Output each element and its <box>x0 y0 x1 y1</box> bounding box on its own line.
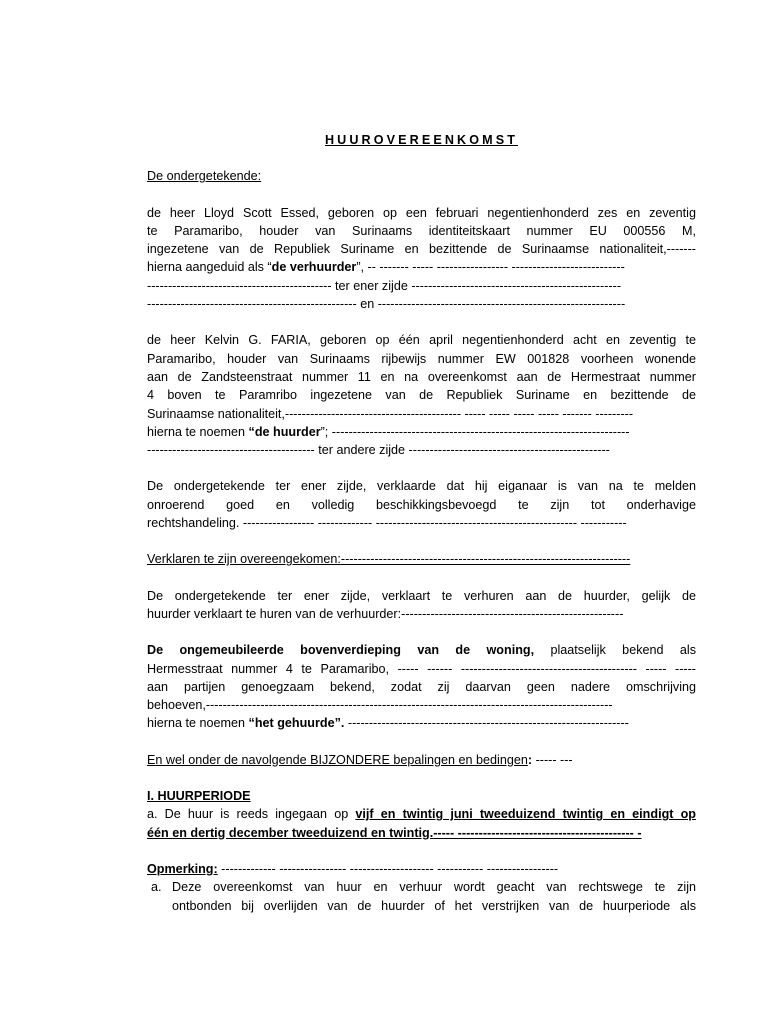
party-tenant-line: 4 boven te Paramribo ingezetene van de Republiek Suriname en bezittende de <box>147 388 696 403</box>
owner-declaration-line: rechtshandeling. ----------------- ------------- ------------------------------------------------ ----------- <box>147 516 627 531</box>
party-tenant-line: ---------------------------------------- ter andere zijde ------------------------------------------------ <box>147 443 610 458</box>
owner-declaration-line: onroerend goed en volledig beschikkingsbevoegd te zijn tot onderhavige <box>147 497 696 512</box>
property-description <box>147 641 696 732</box>
section-rental-period <box>147 787 696 842</box>
party-tenant-line: hierna te noemen “de huurder”; ----------------------------------------------------------------------- <box>147 424 630 439</box>
party-landlord-line: de heer Lloyd Scott Essed, geboren op een februari negentienhonderd zes en zeventig <box>147 205 696 220</box>
party-tenant <box>147 331 696 459</box>
party-tenant-line: de heer Kelvin G. FARIA, geboren op één april negentienhonderd acht en zeventig te <box>147 333 696 348</box>
rent-clause <box>147 587 696 624</box>
rented-term: “het gehuurde”. <box>248 716 345 731</box>
list-item <box>147 878 696 915</box>
conditions-heading <box>147 751 696 769</box>
property-line: aan partijen genoegzaam bekend, zodat zij daarvan geen nadere omschrijving <box>147 679 696 694</box>
party-landlord-line: -------------------------------------------- ter ener zijde -------------------------------------------------- <box>147 278 622 293</box>
list-item-line: Deze overeenkomst van huur en verhuur wordt geacht van rechtswege te zijn <box>172 880 696 895</box>
property-term: De ongemeubileerde bovenverdieping van de woning, <box>147 643 535 658</box>
landlord-term: de verhuurder <box>271 260 357 275</box>
party-tenant-line: Surinaamse nationaliteit,------------------------------------------ ----- ----- ----- ----- ------- --------- <box>147 406 634 421</box>
conditions-heading-line: En wel onder de navolgende BIJZONDERE bepalingen en bedingen: ----- --- <box>147 752 573 767</box>
document-body <box>147 131 696 915</box>
remark-heading-line: Opmerking: ------------- ---------------- -------------------- ----------- ----------------- <box>147 861 559 876</box>
rental-period-line: a. De huur is reeds ingegaan op vijf en twintig juni tweeduizend twintig en eindigt op <box>147 807 696 822</box>
agreed-heading-line: Verklaren te zijn overeengekomen:--------------------------------------------------------------------- <box>147 552 631 567</box>
party-landlord-line: -------------------------------------------------- en ----------------------------------------------------------- <box>147 297 626 312</box>
party-tenant-line: aan de Zandsteenstraat nummer 11 en na overeenkomst aan de Hermestraat nummer <box>147 369 696 384</box>
rental-period-dates: vijf en twintig juni tweeduizend twintig en eindigt op <box>355 807 696 822</box>
list-item-line: ontbonden bij overlijden van de huurder of het verstrijken van de huurperiode als <box>172 898 696 913</box>
undersigned-heading-text: De ondergetekende: <box>147 169 262 184</box>
owner-declaration <box>147 477 696 532</box>
party-landlord-line: hierna aangeduid als “de verhuurder”, -- ------- ----- ----------------- --------------------------- <box>147 260 625 275</box>
property-line: behoeven,------------------------------------------------------------------------------------------------- <box>147 698 613 713</box>
list-marker: a. <box>151 880 162 895</box>
party-tenant-line: Paramaribo, houder van Surinaams rijbewijs nummer EW 001828 voorheen wonende <box>147 351 696 366</box>
agreed-heading <box>147 550 696 568</box>
remark-list <box>147 878 696 915</box>
owner-declaration-line: De ondergetekende ter ener zijde, verklaarde dat hij eiganaar is van na te melden <box>147 479 696 494</box>
document-title: HUUROVEREENKOMST <box>324 133 519 147</box>
undersigned-heading <box>147 167 696 185</box>
property-line: Hermesstraat nummer 4 te Paramaribo, ----- ------ ------------------------------------------ ----- ----- <box>147 661 696 676</box>
section-heading: I. HUURPERIODE <box>147 789 251 804</box>
rent-clause-line: De ondergetekende ter ener zijde, verklaart te verhuren aan de huurder, gelijk de <box>147 588 696 603</box>
property-line: hierna te noemen “het gehuurde”. ------------------------------------------------------------------- <box>147 716 629 731</box>
property-line: De ongemeubileerde bovenverdieping van de woning, plaatselijk bekend als <box>147 643 696 658</box>
party-landlord-line: te Paramaribo, houder van Surinaams identiteitskaart nummer EU 000556 M, <box>147 223 696 238</box>
rent-clause-line: huurder verklaart te huren van de verhuurder:----------------------------------------------------- <box>147 606 624 621</box>
tenant-term: “de huurder <box>248 424 321 439</box>
party-landlord-line: ingezetene van de Republiek Suriname en bezittende de Surinaamse nationaliteit,------- <box>147 242 696 257</box>
remark-heading: Opmerking: <box>147 861 218 876</box>
party-landlord <box>147 204 696 314</box>
rental-period-line: één en dertig december tweeduizend en twintig.----- ------------------------------------------ - <box>147 825 642 840</box>
remark-section <box>147 860 696 915</box>
